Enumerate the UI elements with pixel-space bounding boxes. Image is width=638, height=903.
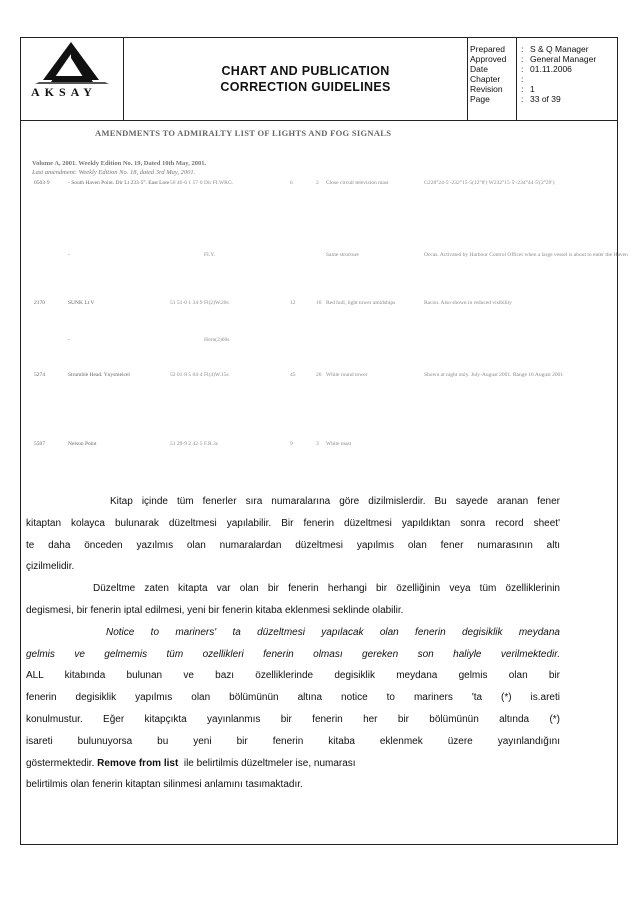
- scan-edition-line: Volume A, 2001. Weekly Edition No. 19, Dated 10th May, 2001.: [32, 160, 207, 167]
- scan-cell-name: - South Haven Point. Dir Lt 233·5°. East Lore: [68, 180, 170, 186]
- document-info-table: [467, 38, 620, 120]
- scan-cell-char: Dir FI.WRG.: [204, 180, 234, 186]
- paragraph-3-line: belirtilmis olan fenerin kitaptan silinmesi anlamını tasımaktadır.: [26, 779, 303, 791]
- info-value: General Manager: [530, 54, 597, 64]
- scan-cell-char: Fl(2)W.20s: [204, 300, 229, 306]
- scan-cell-desc: Close circuit television mast: [326, 180, 389, 186]
- paragraph-3-line: Notice to mariners' ta düzeltmesi yapılacak olan fenerin degisiklik meydana: [106, 626, 560, 638]
- scan-cell-no: 2170: [34, 300, 45, 306]
- info-key: Date: [470, 64, 488, 74]
- text-segment: göstermektedir.: [26, 757, 95, 769]
- scan-cell-no: 5507: [34, 441, 45, 447]
- scan-cell-rng: 26: [316, 372, 322, 378]
- scan-cell-no: 0503·9: [34, 180, 50, 186]
- instructions-body: [26, 491, 560, 796]
- scan-cell-pos: 50 40·6 1 57·0: [170, 180, 203, 186]
- aksay-logo-mark-icon: [21, 38, 123, 88]
- company-logo: [21, 38, 124, 120]
- scan-cell-pos: 52 01·8 5 04·4: [170, 372, 203, 378]
- scan-cell-ht: 12: [290, 300, 296, 306]
- scan-cell-desc: White round tower: [326, 372, 368, 378]
- title-line-1: CHART AND PUBLICATION: [221, 64, 390, 78]
- info-colon: :: [521, 44, 524, 54]
- info-key: Page: [470, 94, 490, 104]
- scan-cell-name: Nelson Point: [68, 441, 97, 447]
- scan-cell-char: Fl(4)W.15s: [204, 372, 229, 378]
- paragraph-2-line: Düzeltme zaten kitapta var olan bir fenerin herhangi bir özelliğinin veya tüm özelliklerinin: [93, 583, 560, 595]
- company-name: AKSAY: [31, 85, 97, 99]
- paragraph-1-line: çizilmelidir.: [26, 561, 75, 573]
- paragraph-3-line: isareti bulunuyorsa bu yeni bir fenerin kitaba eklenmek üzere yayınlandığını: [26, 735, 560, 747]
- info-colon: :: [521, 54, 524, 64]
- paragraph-1-line: Kitap içinde tüm fenerler sıra numaralarına göre dizilmislerdir. Bu sayede aranan fener: [110, 496, 560, 507]
- info-value: 1: [530, 84, 535, 94]
- scan-cell-name: Strumble Head. Ynysmeicel: [68, 372, 130, 378]
- paragraph-1-line: kitaptan kolayca bulunarak düzeltmesi yapılabilir. Bir fenerin düzeltmesi yapıldıktan sonra record sheet': [26, 517, 560, 529]
- scan-cell-rng: 3: [316, 441, 319, 447]
- scan-cell-desc: Same structure: [326, 252, 359, 258]
- scan-cell-char: FI.Y.: [204, 252, 215, 258]
- scan-cell-rem: Occas. Activated by Harbour Control Officer when a large vessel is about to enter the Haven: [424, 252, 628, 258]
- paragraph-3-line: ALL kitabında bulunan ve bazı özelliklerinde degisiklik meydana gelmis olan bir: [26, 670, 560, 682]
- info-row-page: [468, 94, 620, 104]
- scan-cell-ht: 9: [290, 441, 293, 447]
- info-key: Prepared: [470, 44, 505, 54]
- info-key: Revision: [470, 84, 503, 94]
- info-colon: :: [521, 94, 524, 104]
- info-row-revision: [468, 84, 620, 94]
- scan-cell-rem: Shown at night only. July-August 2001. Range 16 August 2001: [424, 372, 564, 378]
- document-header: [21, 38, 617, 121]
- scan-cell-name: -: [68, 252, 70, 258]
- info-colon: :: [521, 84, 524, 94]
- info-value: S & Q Manager: [530, 44, 589, 54]
- info-row-prepared: [468, 44, 620, 54]
- scan-cell-desc: Red hull, light tower amidships: [326, 300, 396, 306]
- text-segment: ile belirtilmis düzeltmeler ise, numarası: [183, 757, 356, 769]
- document-title: [123, 38, 488, 120]
- scan-title: AMENDMENTS TO ADMIRALTY LIST OF LIGHTS AND FOG SIGNALS: [95, 128, 392, 138]
- title-line-2: CORRECTION GUIDELINES: [220, 80, 391, 94]
- paragraph-3-line: [26, 753, 560, 775]
- paragraph-3-line: fenerin degisiklik yapılmıs olan bölümünün altına notice to mariners 'ta (*) is.areti: [26, 692, 560, 704]
- scan-cell-no: 5274: [34, 372, 45, 378]
- scan-last-amendment-line: Last amendment: Weekly Edition No. 18, dated 3rd May, 2001.: [32, 169, 196, 176]
- paragraph-3-line: gelmis ve gelmemis tüm ozellikleri fenerin olması gereken son haliyle verilmektedir.: [26, 648, 560, 660]
- paragraph-1-line: te daha önceden yazılmıs olan numaralardan düzeltmesi yapılmıs olan fener numarasının altı: [26, 539, 560, 551]
- info-colon: :: [521, 74, 524, 84]
- scan-cell-pos: 51 29·9 2 42·5: [170, 441, 203, 447]
- scan-cell-ht: 6: [290, 180, 293, 186]
- remove-from-list-term: Remove from list: [97, 757, 179, 769]
- info-row-chapter: [468, 74, 620, 84]
- info-value: 33 of 39: [530, 94, 561, 104]
- info-key: Chapter: [470, 74, 501, 84]
- info-row-date: [468, 64, 620, 74]
- scan-cell-rng: 16: [316, 300, 322, 306]
- scan-cell-rem: Racon. Also shown in reduced visibility: [424, 300, 512, 306]
- scan-cell-ht: 45: [290, 372, 296, 378]
- info-row-approved: [468, 54, 620, 64]
- info-value: 01.11.2006: [530, 64, 572, 74]
- info-key: Approved: [470, 54, 507, 64]
- paragraph-3-line: konulmustur. Eğer kitapçıkta yayınlanmıs bir fenerin her bir bölümünün altında (*): [26, 713, 560, 725]
- scan-cell-name: -: [68, 337, 70, 343]
- scan-cell-pos: 51 51·0 1 34·9: [170, 300, 203, 306]
- scan-cell-rng: 2: [316, 180, 319, 186]
- scan-cell-desc: White mast: [326, 441, 352, 447]
- scan-cell-char: F.R.3s: [204, 441, 218, 447]
- scan-cell-rem: G228°24·5′-232°15·5(12°8′) W232°15·5′-234°44·5′(2°29′): [424, 180, 555, 186]
- scan-cell-name: SUNK Lt V: [68, 300, 95, 306]
- scan-cell-char: Horn(2)60s: [204, 337, 230, 343]
- info-colon: :: [521, 64, 524, 74]
- paragraph-2-line: degismesi, bir fenerin iptal edilmesi, yeni bir fenerin kitaba eklenmesi seklinde olabilir.: [26, 604, 404, 616]
